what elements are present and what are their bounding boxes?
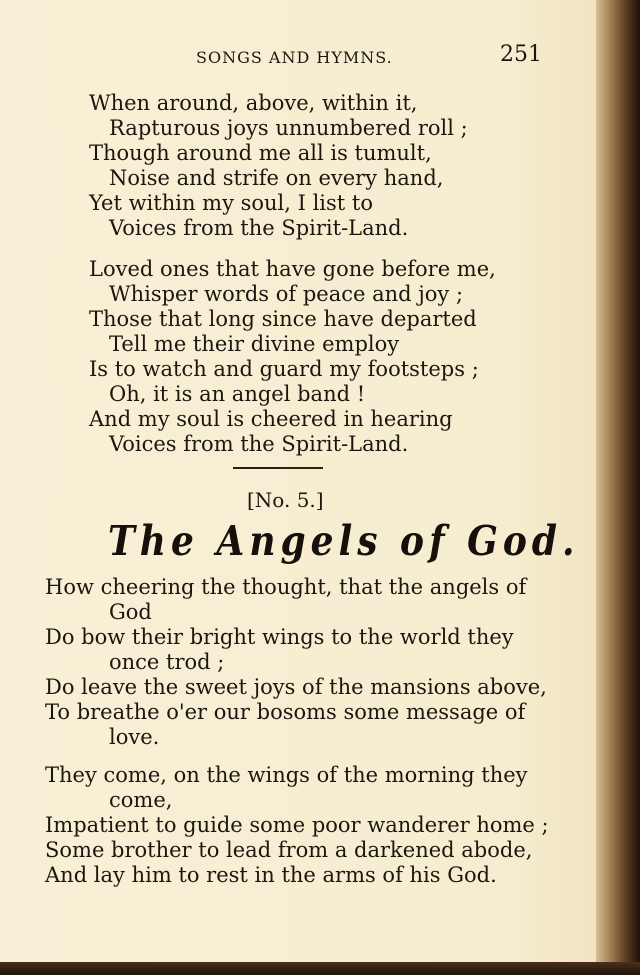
verse-line: once trod ; (109, 650, 225, 674)
verse-line: come, (109, 788, 173, 812)
verse-line: When around, above, within it, (89, 91, 418, 115)
verse-line: And my soul is cheered in hearing (89, 407, 453, 431)
verse-line: To breathe o'er our bosoms some message of (45, 700, 526, 724)
hymn-title: The Angels of God. (108, 516, 580, 566)
verse-line: Oh, it is an angel band ! (109, 382, 366, 406)
verse-line: Loved ones that have gone before me, (89, 257, 496, 281)
verse-line: Rapturous joys unnumbered roll ; (109, 116, 468, 140)
book-binding-edge (596, 0, 640, 975)
page-bottom-edge (0, 962, 640, 975)
running-head: SONGS AND HYMNS. (196, 48, 393, 67)
verse-line: Voices from the Spirit-Land. (109, 432, 409, 456)
verse-line: Whisper words of peace and joy ; (109, 282, 464, 306)
verse-line: Noise and strife on every hand, (109, 166, 444, 190)
verse-line: Voices from the Spirit-Land. (109, 216, 409, 240)
verse-line: Yet within my soul, I list to (89, 191, 373, 215)
verse-line: Those that long since have departed (89, 307, 477, 331)
page-number: 251 (500, 42, 542, 67)
verse-line: Do leave the sweet joys of the mansions above, (45, 675, 547, 699)
section-divider (233, 467, 323, 469)
verse-line: Tell me their divine employ (109, 332, 400, 356)
verse-line: They come, on the wings of the morning they (45, 763, 528, 787)
hymn-number: [No. 5.] (247, 488, 324, 512)
verse-line: How cheering the thought, that the angels of (45, 575, 527, 599)
verse-line: Do bow their bright wings to the world they (45, 625, 514, 649)
verse-line: Impatient to guide some poor wanderer home ; (45, 813, 549, 837)
verse-line: Though around me all is tumult, (89, 141, 432, 165)
verse-line: Is to watch and guard my footsteps ; (89, 357, 479, 381)
verse-line: Some brother to lead from a darkened abode, (45, 838, 533, 862)
page-header (0, 40, 596, 80)
verse-line: love. (109, 725, 160, 749)
verse-line: And lay him to rest in the arms of his God. (45, 863, 497, 887)
verse-line: God (109, 600, 152, 624)
